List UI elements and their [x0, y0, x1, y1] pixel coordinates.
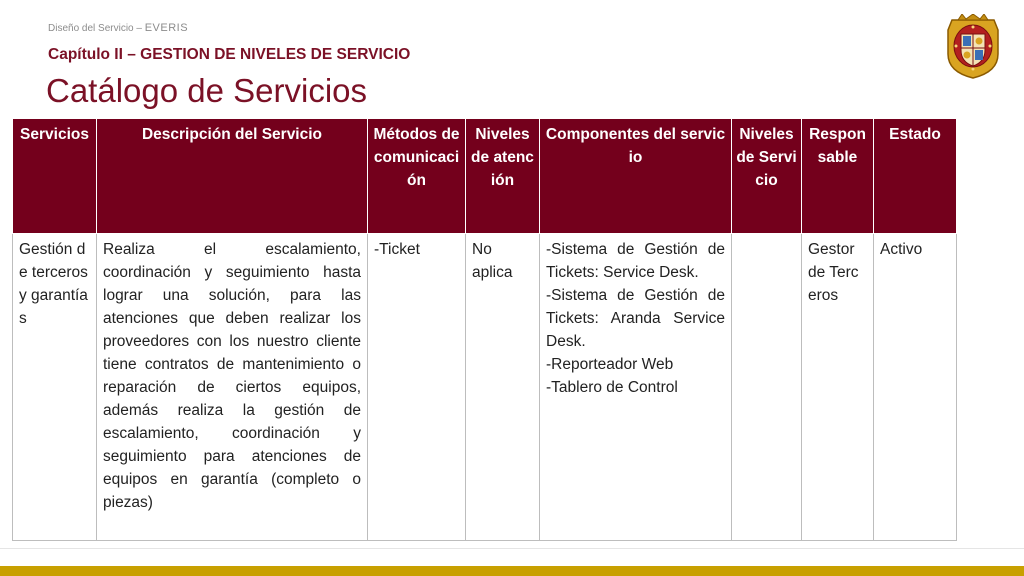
- cell-metodos: -Ticket: [368, 234, 466, 541]
- top-caption: [48, 22, 188, 34]
- cell-responsable: Gestor de Terceros: [802, 234, 874, 541]
- column-header-descripcion: Descripción del Servicio: [97, 119, 368, 234]
- column-header-niveles-servicio: Niveles de Servicio: [732, 119, 802, 234]
- cell-componentes: -Sistema de Gestión de Tickets: Service Desk. -Sistema de Gestión de Tickets: Aranda Service Desk. -Reporteador Web -Tablero de Control: [540, 234, 732, 541]
- cell-servicio: Gestión de terceros y garantías: [13, 234, 97, 541]
- page-title: Catálogo de Servicios: [46, 72, 368, 109]
- cell-niveles-servicio: [732, 234, 802, 541]
- cell-estado: Activo: [874, 234, 957, 541]
- column-header-metodos: Métodos de comunicación: [368, 119, 466, 234]
- column-header-componentes: Componentes del servicio: [540, 119, 732, 234]
- table-header-row: [13, 119, 957, 234]
- column-header-estado: Estado: [874, 119, 957, 234]
- footer-bar: [0, 566, 1024, 576]
- caption-brand: EVERIS: [144, 22, 189, 34]
- cell-niveles-atencion: No aplica: [466, 234, 540, 541]
- column-header-responsable: Responsable: [802, 119, 874, 234]
- column-header-servicios: Servicios: [13, 119, 97, 234]
- university-crest-icon: [944, 14, 1002, 80]
- services-catalog-table: [12, 118, 957, 541]
- cell-descripcion: Realiza el escalamiento, coordinación y seguimiento hasta lograr una solución, para las atenciones que deben realizar los proveedores con los nuestro cliente tiene contratos de mantenimiento o reparación de ciertos equipos, además realiza la gestión de escalamiento, coordinación y seguimiento para atenciones de equipos en garantía (completo o piezas): [97, 234, 368, 541]
- caption-text: Diseño del Servicio –: [48, 23, 145, 34]
- chapter-subtitle: Capítulo II – GESTION DE NIVELES DE SERVICIO: [48, 46, 411, 63]
- table-row: [13, 234, 957, 541]
- footer-divider: [0, 548, 1024, 549]
- column-header-niveles-atencion: Niveles de atención: [466, 119, 540, 234]
